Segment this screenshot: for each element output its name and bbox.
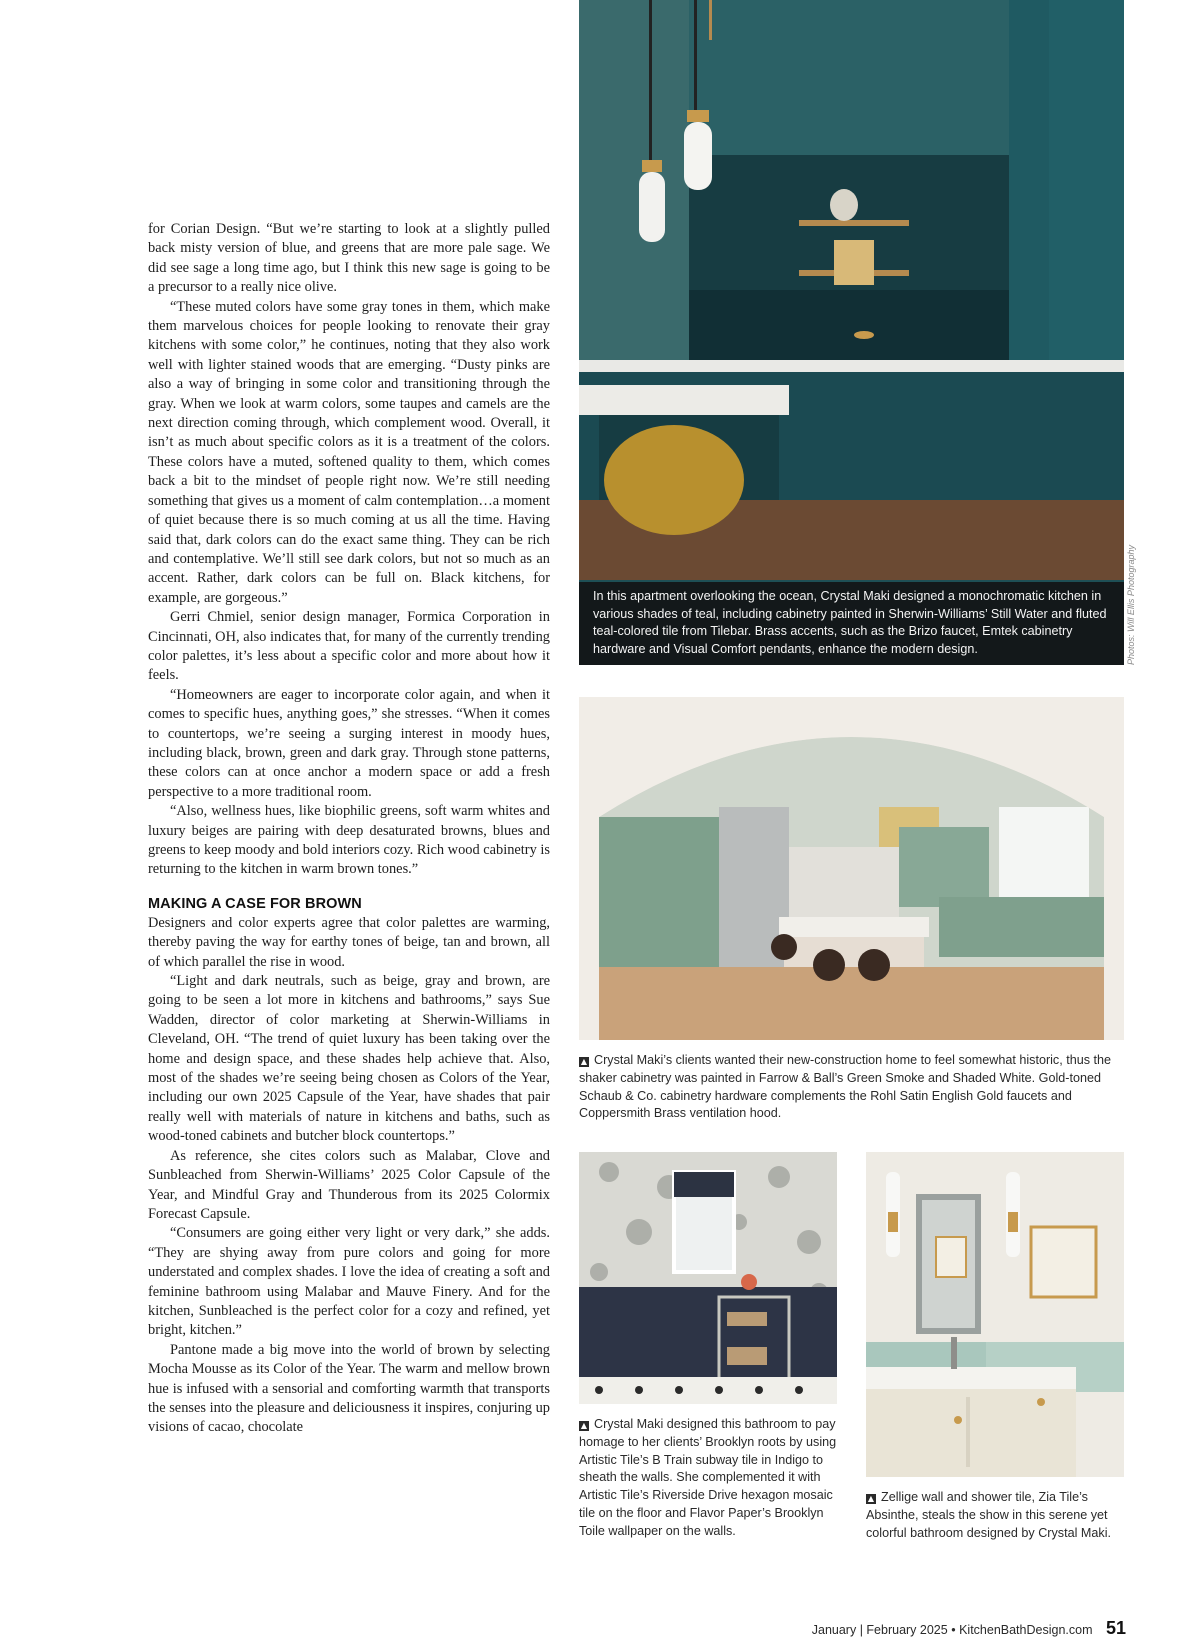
paragraph: As reference, she cites colors such as Malabar, Clove and Sunbleached from Sherwin-Williams’ 2025 Color Capsule of the Year, and Mindful Gray and Thunderous from its 2025 Colormix Forecast Capsule.	[148, 1147, 550, 1222]
website-link[interactable]: KitchenBathDesign.com	[959, 1623, 1093, 1637]
paragraph: Gerri Chmiel, senior design manager, Formica Corporation in Cincinnati, OH, also indicates that, for many of the currently trending color palettes, it’s less about a specific color and more about how it feels.	[148, 609, 550, 684]
paragraph: Designers and color experts agree that color palettes are warming, thereby paving the way for earthy tones of beige, tan and brown, all of which parallel the rise in wood.	[148, 914, 550, 970]
paragraph: “Homeowners are eager to incorporate color again, and when it comes to specific hues, anything goes,” she stresses. “When it comes to countertops, we’re seeing a surging interest in moody hues, including black, brown, green and dark gray. Through stone patterns, these colors can at once anchor a modern space or add a fresh perspective to a more traditional room.	[148, 686, 550, 800]
paragraph: for Corian Design. “But we’re starting to look at a slightly pulled back misty version of blue, and greens that are more pale sage. We did see sage a long time ago, but I think this new sage is going to be a precursor to a really nice olive.	[148, 221, 550, 296]
page-number: 51	[1105, 1618, 1126, 1638]
green-kitchen-photo	[579, 697, 1124, 1040]
navy-bathroom-photo	[579, 1152, 837, 1404]
section-heading: MAKING A CASE FOR BROWN	[148, 895, 362, 912]
zellige-bathroom-photo	[866, 1152, 1124, 1477]
paragraph: “Also, wellness hues, like biophilic greens, soft warm whites and luxury beiges are pairing with deep desaturated browns, blues and greens to keep moody and bold interiors cozy. Rich wood cabinetry is returning to the kitchen in warm brown tones.”	[148, 803, 550, 878]
green-kitchen-caption: ▲ Crystal Maki’s clients wanted their new-construction home to feel somewhat historic, thus the shaker cabinetry was painted in Farrow & Ball’s Green Smoke and Shaded White. Gold-toned Schaub & Co. cabinetry hardware complements the Rohl Satin English Gold faucets and Coppersmith Brass ventilation hood.	[579, 1053, 1112, 1121]
article-body	[148, 220, 550, 1438]
arrow-up-icon: ▲	[580, 1057, 588, 1066]
arrow-up-icon: ▲	[867, 1494, 875, 1503]
paragraph: “These muted colors have some gray tones in them, which make them marvelous choices for people looking to renovate their gray kitchens with some color,” he continues, noting that they also work well with lighter stained woods that are emerging. “Dusty pinks are also a way of bringing in some color and transitioning through the gray. When we look at warm colors, some taupes and camels are the next direction coming through, which complement wood. Overall, it isn’t as much about specific colors as it is a treatment of the colors. These colors have a muted, softened quality to them, which comes back a bit to the mindset of people right now. We’re still needing something that gives us a moment of calm contemplation…a moment of quiet because there is so much coming at us all the time. Having said that, dark colors can do the exact same thing. They can be rich and contemplative. We’ll still see dark colors, but not so much as an accent. Rather, dark colors can be full on. Black kitchens, for example, are gorgeous.”	[148, 298, 550, 606]
paragraph: “Light and dark neutrals, such as beige, gray and brown, are going to be seen a lot more in kitchens and bathrooms,” says Sue Wadden, director of color marketing at Sherwin-Williams in Cleveland, OH. “The trend of quiet luxury has been taking over the home and design space, and these shades help achieve that. Also, most of the shades we’re seeing being chosen as Colors of the Year, including our own 2025 Capsule of the Year, have shades that pair really well with materials of nature in kitchens and baths, such as wood-toned cabinets and butcher block countertops.”	[148, 973, 550, 1145]
page-footer	[812, 1618, 1126, 1639]
arrow-up-icon: ▲	[580, 1421, 588, 1430]
zellige-bathroom-caption: ▲ Zellige wall and shower tile, Zia Tile’s Absinthe, steals the show in this serene yet colorful bathroom designed by Crystal Maki.	[866, 1490, 1111, 1540]
paragraph: Pantone made a big move into the world of brown by selecting Mocha Mousse as its Color of the Year. The warm and mellow brown hue is infused with a sensorial and comforting warmth that transports the senses into the pleasure and deliciousness it inspires, conjuring up visions of cacao, chocolate	[148, 1341, 550, 1436]
issue-date: January | February 2025	[811, 1623, 948, 1637]
footer-separator: •	[951, 1623, 956, 1637]
paragraph: “Consumers are going either very light or very dark,” she adds. “They are shying away from pure colors and going for more understated and complex shades. I love the idea of creating a soft and feminine bathroom using Malabar and Mauve Finery. And for the kitchen, Sunbleached is the perfect color for a cozy and refined, yet bright, kitchen.”	[148, 1225, 550, 1339]
teal-kitchen-caption: In this apartment overlooking the ocean, Crystal Maki designed a monochromatic kitchen in various shades of teal, including cabinetry painted in Sherwin-Williams’ Still Water and fluted teal-colored tile from Tilebar. Brass accents, such as the Brizo faucet, Emtek cabinetry hardware and Visual Comfort pendants, enhance the modern design.	[579, 582, 1124, 665]
photo-credit: Photos: Will Ellis Photography	[1126, 545, 1136, 665]
teal-kitchen-photo	[579, 0, 1124, 665]
navy-bathroom-caption: ▲ Crystal Maki designed this bathroom to pay homage to her clients’ Brooklyn roots by using Artistic Tile’s B Train subway tile in Indigo to sheath the walls. She complemented it with Artistic Tile’s Riverside Drive hexagon mosaic tile on the floor and Flavor Paper’s Brooklyn Toile wallpaper on the walls.	[579, 1417, 837, 1538]
